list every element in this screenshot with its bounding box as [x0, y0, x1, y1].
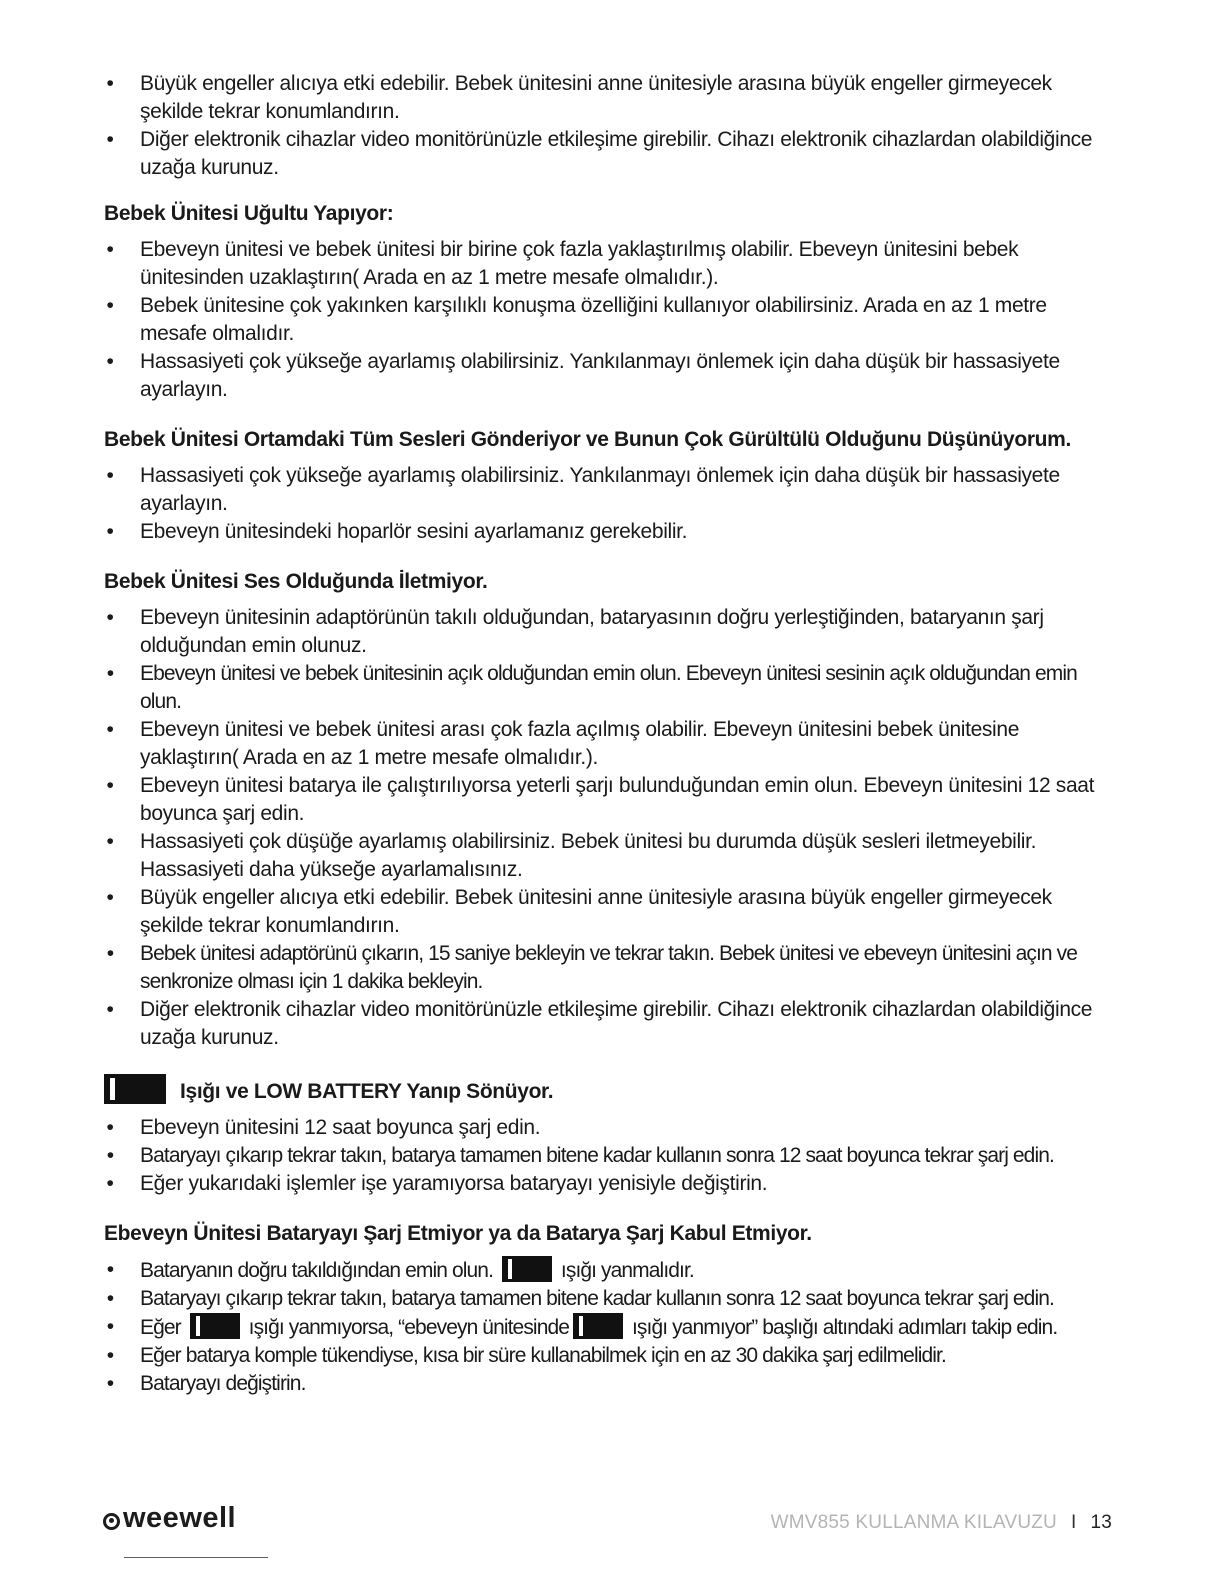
logo-mark-icon: [103, 1513, 120, 1530]
page-number: 13: [1090, 1512, 1112, 1533]
list-item: • Hassasiyeti çok düşüğe ayarlamış olabilirsiniz. Bebek ünitesi bu durumda düşük sesleri iletmeyebilir. Hassasiyeti daha yükseğe ayarlamalısınız.: [106, 830, 1037, 881]
battery-icon: [104, 1074, 166, 1104]
list-item: • Hassasiyeti çok yükseğe ayarlamış olabilirsiniz. Yankılanmayı önlemek için daha düşük bir hassasiyete ayarlayın.: [106, 464, 1060, 515]
list-item: • Bataryayı çıkarıp tekrar takın, batarya tamamen bitene kadar kullanın sonra 12 saat boyunca tekrar şarj edin.: [106, 1144, 1054, 1167]
list-item: • Diğer elektronik cihazlar video monitörünüzle etkileşime girebilir. Cihazı elektronik cihazlardan olabildiğince uzağa kurunuz.: [106, 128, 1093, 179]
section-low-battery-list: [104, 1114, 1116, 1198]
list-item: • Büyük engeller alıcıya etki edebilir. Bebek ünitesini anne ünitesiyle arasına büyük engeller girmeyecek şekilde tekrar konumlandırın.: [106, 72, 1052, 123]
section-all-sounds-list: [104, 462, 1116, 546]
footer-separator: I: [1070, 1512, 1077, 1533]
manual-title: WMV855 KULLANMA KILAVUZU: [770, 1512, 1057, 1533]
battery-icon: [502, 1256, 552, 1282]
list-item: • Ebeveyn ünitesindeki hoparlör sesini ayarlamanız gerekebilir.: [106, 520, 688, 543]
section-heading-low-battery: Işığı ve LOW BATTERY Yanıp Sönüyor.: [104, 1074, 1116, 1106]
battery-icon: [573, 1313, 623, 1339]
list-item: • Bataryayı çıkarıp tekrar takın, batarya tamamen bitene kadar kullanın sonra 12 saat boyunca tekrar şarj edin.: [106, 1287, 1054, 1310]
section-not-transmitting-list: [104, 604, 1116, 1052]
list-item: • Hassasiyeti çok yükseğe ayarlamış olabilirsiniz. Yankılanmayı önlemek için daha düşük bir hassasiyete ayarlayın.: [106, 350, 1060, 401]
list-item: • Bataryayı değiştirin.: [106, 1372, 306, 1395]
list-item: • Diğer elektronik cihazlar video monitörünüzle etkileşime girebilir. Cihazı elektronik cihazlardan olabildiğince uzağa kurunuz.: [106, 998, 1093, 1049]
list-item: • Bebek ünitesi adaptörünü çıkarın, 15 saniye bekleyin ve tekrar takın. Bebek ünitesi ve ebeveyn ünitesini açın ve senkronize olması için 1 dakika bekleyin.: [106, 942, 1077, 993]
list-item: • Büyük engeller alıcıya etki edebilir. Bebek ünitesini anne ünitesiyle arasına büyük engeller girmeyecek şekilde tekrar konumlandırın.: [106, 886, 1052, 937]
list-item: • Ebeveyn ünitesi ve bebek ünitesi bir birine çok fazla yaklaştırılmış olabilir. Ebeveyn ünitesini bebek ünitesinden uzaklaştırın( Arada en az 1 metre mesafe olmalıdır.).: [106, 238, 1019, 289]
battery-icon: [190, 1313, 240, 1339]
list-item: • Eğer ışığı yanmıyorsa, “ebeveyn ünitesinde ışığı yanmıyor” başlığı altındaki adımları takip edin.: [106, 1315, 1058, 1339]
manual-page: [104, 70, 1116, 1398]
brand-logo: weewell: [103, 1502, 236, 1535]
list-item: • Ebeveyn ünitesi ve bebek ünitesinin açık olduğundan emin olun. Ebeveyn ünitesi sesinin açık olduğundan emin olun.: [106, 662, 1077, 713]
list-item: • Ebeveyn ünitesinin adaptörünün takılı olduğundan, bataryasının doğru yerleştiğinden, bataryanın şarj olduğundan emin olunuz.: [106, 606, 1044, 657]
list-item: • Bebek ünitesine çok yakınken karşılıklı konuşma özelliğini kullanıyor olabilirsiniz. Arada en az 1 metre mesafe olmalıdır.: [106, 294, 1047, 345]
footer-rule: [124, 1557, 268, 1558]
list-item: • Ebeveyn ünitesi ve bebek ünitesi arası çok fazla açılmış olabilir. Ebeveyn ünitesini bebek ünitesine yaklaştırın( Arada en az 1 metre mesafe olmalıdır.).: [106, 718, 1020, 769]
section-heading-all-sounds: Bebek Ünitesi Ortamdaki Tüm Sesleri Gönderiyor ve Bunun Çok Gürültülü Olduğunu Düşünüyorum.: [104, 428, 1071, 451]
list-item: • Ebeveyn ünitesini 12 saat boyunca şarj edin.: [106, 1116, 541, 1139]
section-heading-not-charging: Ebeveyn Ünitesi Bataryayı Şarj Etmiyor ya da Batarya Şarj Kabul Etmiyor.: [104, 1222, 812, 1245]
list-item: • Ebeveyn ünitesi batarya ile çalıştırılıyorsa yeterli şarjı bulunduğundan emin olun. Ebeveyn ünitesini 12 saat boyunca şarj edin.: [106, 774, 1095, 825]
list-item: • Bataryanın doğru takıldığından emin olun. ışığı yanmalıdır.: [106, 1258, 694, 1282]
footer-info: [771, 1512, 1112, 1534]
list-item: • Eğer yukarıdaki işlemler işe yaramıyorsa bataryayı yenisiyle değiştirin.: [106, 1172, 768, 1195]
section-heading-not-transmitting: Bebek Ünitesi Ses Olduğunda İletmiyor.: [104, 570, 488, 593]
section-not-charging-list: [104, 1256, 1116, 1398]
section-heading-hum: Bebek Ünitesi Uğultu Yapıyor:: [104, 202, 394, 225]
section-hum-list: [104, 236, 1116, 404]
list-item: • Eğer batarya komple tükendiyse, kısa bir süre kullanabilmek için en az 30 dakika şarj edilmelidir.: [106, 1344, 946, 1367]
intro-list: [104, 70, 1116, 182]
